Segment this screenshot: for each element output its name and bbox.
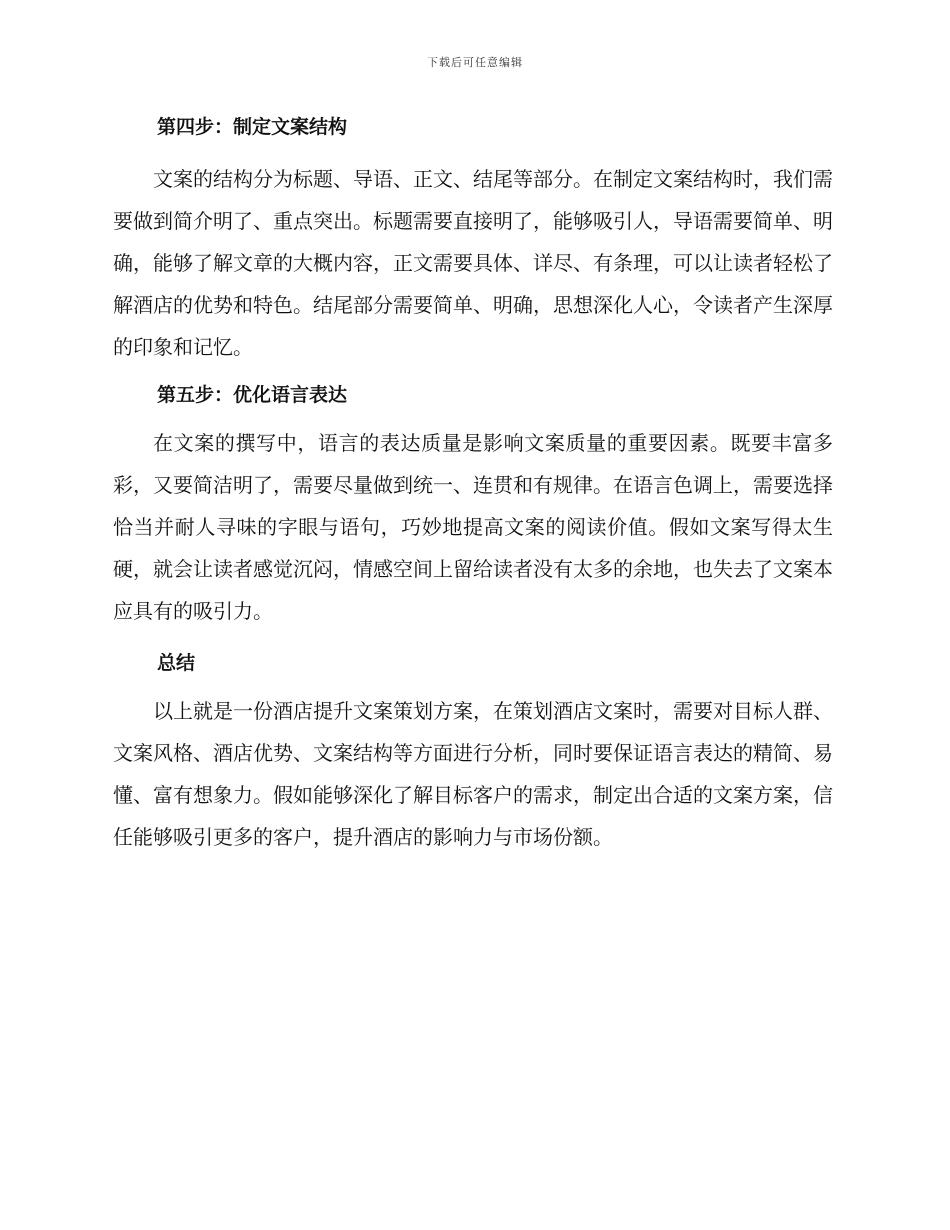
section-paragraph-step-four: 文案的结构分为标题、导语、正文、结尾等部分。在制定文案结构时，我们需要做到简介明了、重点突出。标题需要直接明了，能够吸引人，导语需要简单、明确，能够了解文章的大概内容，正文需要具体、详尽、有条理，可以让读者轻松了解酒店的优势和特色。结尾部分需要简单、明确，思想深化人心，令读者产生深厚的印象和记忆。 — [113, 167, 833, 359]
section-paragraph-summary: 以上就是一份酒店提升文案策划方案，在策划酒店文案时，需要对目标人群、文案风格、酒店优势、文案结构等方面进行分析，同时要保证语言表达的精简、易懂、富有想象力。假如能够深化了解目标客户的需求，制定出合适的文案方案，信任能够吸引更多的客户，提升酒店的影响力与市场份额。 — [113, 699, 833, 849]
section-heading-step-five: 第五步：优化语言表达 — [157, 384, 348, 406]
section-heading-summary: 总结 — [157, 652, 196, 674]
section-paragraph-step-five: 在文案的撰写中，语言的表达质量是影响文案质量的重要因素。既要丰富多彩，又要简洁明了，需要尽量做到统一、连贯和有规律。在语言色调上，需要选择恰当并耐人寻味的字眼与语句，巧妙地提高文案的阅读价值。假如文案写得太生硬，就会让读者感觉沉闷，情感空间上留给读者没有太多的余地，也失去了文案本应具有的吸引力。 — [113, 431, 833, 623]
document-body — [113, 112, 833, 858]
section-heading-step-four: 第四步：制定文案结构 — [157, 116, 348, 138]
page-header-note: 下载后可任意编辑 — [427, 56, 523, 69]
